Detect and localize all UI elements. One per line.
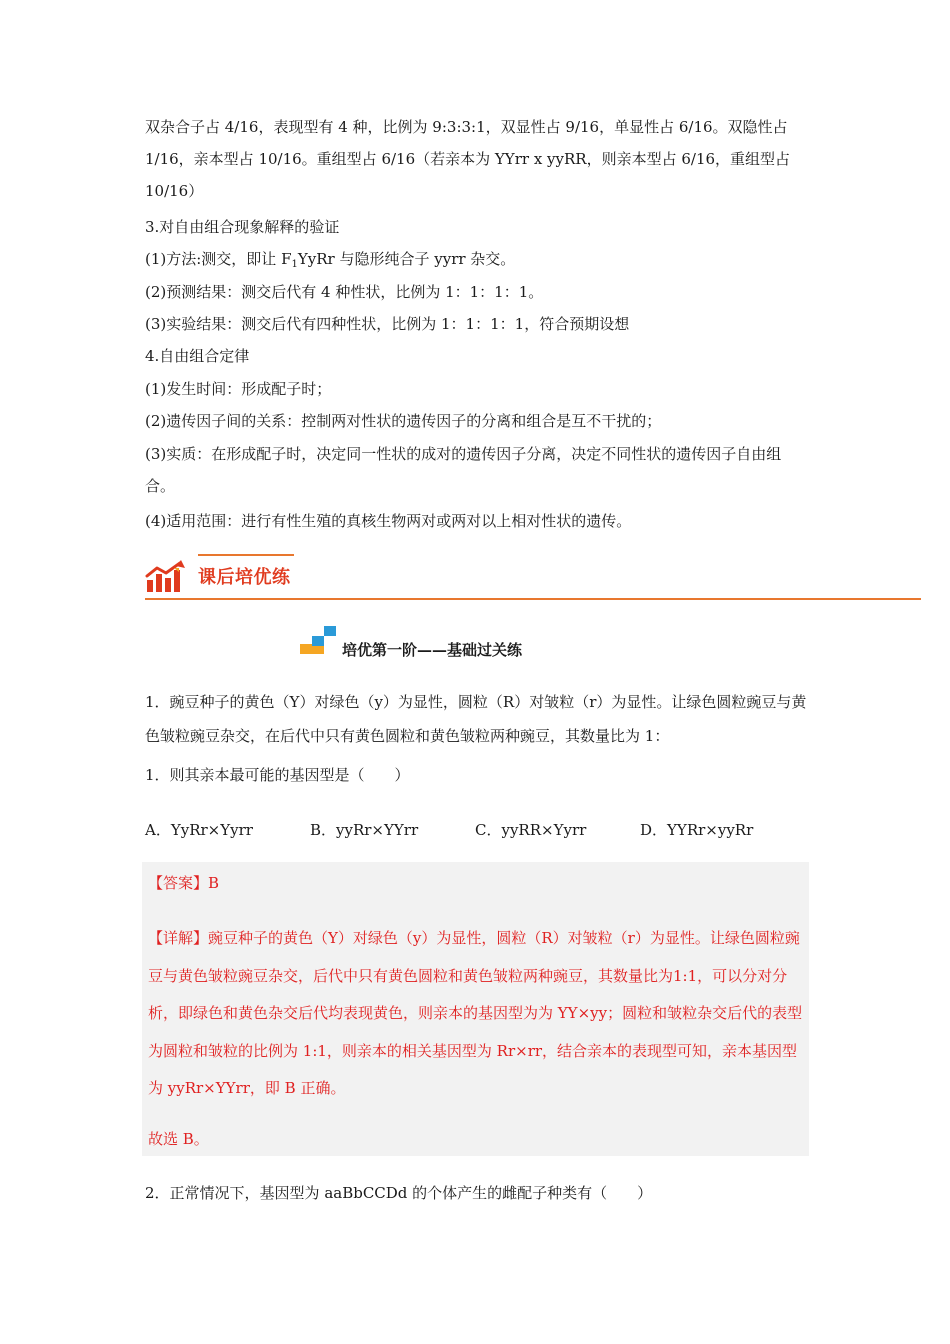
section-rule [145, 598, 921, 600]
subsection-title: 培优第一阶——基础过关练 [342, 641, 523, 659]
steps-icon [298, 624, 338, 656]
conclusion-line: 故选 B。 [148, 1130, 209, 1148]
method-suffix: YyRr 与隐形纯合子 yyrr 杂交。 [297, 250, 516, 268]
law-time: (1)发生时间：形成配子时； [145, 380, 332, 398]
answer-line: 【答案】B [148, 874, 220, 892]
section-top-rule [198, 554, 294, 556]
ratio-text: 双杂合子占 4/16，表现型有 4 种，比例为 9:3:3:1，双显性占 9/16，单显性占 6/16。双隐性占 1/16，亲本型占 10/16。重组型占 6/16（若亲本为 YYrr x yyRR，则亲本型占 6/16，重组型占 10/16） [145, 118, 791, 200]
law-essence: (3)实质：在形成配子时，决定同一性状的成对的遗传因子分离，决定不同性状的遗传因子自由组合。 [145, 445, 782, 495]
question-2-stem: 2．正常情况下，基因型为 aaBbCCDd 的个体产生的雌配子种类有（ ） [145, 1184, 653, 1202]
option-a[interactable]: A．YyRr×Yyrr [145, 821, 253, 839]
question-1-stem-end: 1．则其亲本最可能的基因型是（ ） [145, 766, 410, 784]
option-b[interactable]: B．yyRr×YYrr [310, 821, 419, 839]
result-line: (3)实验结果：测交后代有四种性状，比例为 1：1：1：1，符合预期设想 [145, 315, 630, 333]
method-subscript: 1 [291, 259, 298, 270]
question-1-options [145, 820, 809, 840]
law-scope: (4)适用范围：进行有性生殖的真核生物两对或两对以上相对性状的遗传。 [145, 512, 632, 530]
question-1-stem: 1．豌豆种子的黄色（Y）对绿色（y）为显性，圆粒（R）对皱粒（r）为显性。让绿色圆粒豌豆与黄色皱粒豌豆杂交，在后代中只有黄色圆粒和黄色皱粒两种豌豆，其数量比为 1： [145, 693, 807, 745]
rising-chart-icon [145, 560, 187, 594]
heading-law: 4.自由组合定律 [145, 347, 250, 365]
method-line: (1)方法:测交，即让 $F_1YyRr$ 与隐形纯合子 yyrr 杂交。 [145, 250, 516, 270]
prediction-line: (2)预测结果：测交后代有 4 种性状，比例为 1：1：1：1。 [145, 283, 544, 301]
explanation-paragraph: 【详解】豌豆种子的黄色（Y）对绿色（y）为显性，圆粒（R）对皱粒（r）为显性。让绿色圆粒豌豆与黄色皱粒豌豆杂交，后代中只有黄色圆粒和黄色皱粒两种豌豆，其数量比为1:1，可以分对分析，即绿色和黄色杂交后代均表现黄色，则亲本的基因型为为 YY×yy；圆粒和皱粒杂交后代的表型为圆粒和皱粒的比例为 1:1，则亲本的相关基因型为 Rr×rr，结合亲本的表现型可知，亲本基因型为 yyRr×YYrr，即 B 正确。 [148, 929, 803, 1097]
ratio-paragraph [145, 111, 809, 207]
option-c[interactable]: C．yyRR×Yyrr [475, 821, 587, 839]
heading-verification: 3.对自由组合现象解释的验证 [145, 218, 340, 236]
method-prefix: (1)方法:测交，即让 [145, 250, 282, 268]
section-title: 课后培优练 [198, 567, 291, 588]
law-relation: (2)遗传因子间的关系：控制两对性状的遗传因子的分离和组合是互不干扰的； [145, 412, 662, 430]
option-d[interactable]: D．YYRr×yyRr [640, 821, 754, 839]
